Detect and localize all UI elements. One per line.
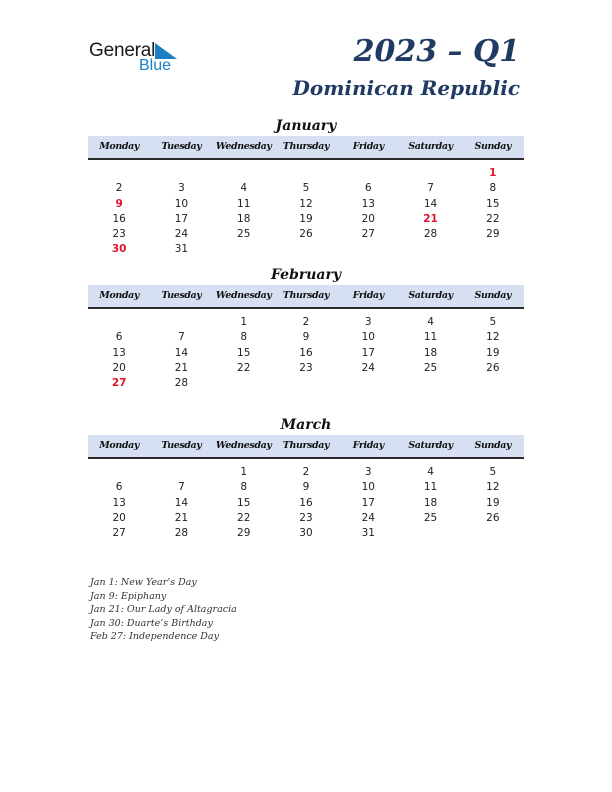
holiday-item: Jan 9: Epiphany [90, 590, 167, 602]
empty-day-cell [213, 166, 275, 181]
day-cell: 7 [427, 182, 434, 195]
empty-day-cell [462, 526, 524, 541]
month-january [88, 116, 524, 258]
day-cell: 6 [115, 481, 123, 494]
day-cell: 14 [174, 346, 189, 359]
day-cell: 3 [178, 182, 185, 195]
day-cell: 10 [174, 197, 189, 210]
weekday-label: Monday [99, 290, 139, 301]
day-cell: 10 [361, 481, 375, 494]
empty-day-cell [399, 376, 461, 391]
day-cell: 22 [237, 361, 251, 374]
month-grid [88, 160, 524, 258]
weekday-label: Saturday [408, 440, 453, 451]
day-cell: 11 [423, 331, 438, 344]
day-cell: 29 [486, 228, 500, 241]
week-row [88, 361, 524, 376]
weekday-label: Sunday [474, 440, 512, 451]
weekday-header [88, 285, 524, 309]
day-cell: 4 [240, 182, 248, 195]
day-cell: 13 [112, 346, 126, 359]
month-march [88, 415, 524, 541]
day-cell: 22 [486, 212, 500, 225]
holiday-item: Jan 21: Our Lady of Altagracia [90, 604, 237, 616]
logo-blue-text: Blue [139, 57, 172, 74]
day-cell: 6 [364, 182, 372, 195]
month-grid [88, 309, 524, 391]
empty-day-cell [462, 376, 524, 391]
week-row [88, 511, 524, 526]
day-cell: 21 [174, 511, 189, 524]
day-cell: 5 [489, 466, 497, 478]
day-cell: 12 [299, 197, 313, 210]
holiday-day-cell: 21 [423, 212, 438, 225]
day-cell: 29 [237, 527, 251, 540]
holiday-item: Jan 30: Duarte’s Birthday [90, 617, 213, 629]
month-grid [88, 459, 524, 541]
week-row [88, 465, 524, 480]
day-cell: 28 [423, 228, 438, 241]
page-title: 2023 – Q1 [353, 34, 520, 69]
weekday-header [88, 136, 524, 160]
empty-day-cell [275, 376, 337, 391]
week-row [88, 496, 524, 511]
day-cell: 25 [423, 511, 438, 524]
empty-day-cell [88, 465, 150, 480]
day-cell: 13 [361, 197, 375, 210]
day-cell: 7 [178, 331, 185, 344]
day-cell: 1 [240, 316, 248, 328]
day-cell: 27 [361, 228, 375, 241]
weekday-label: Saturday [408, 290, 453, 301]
day-cell: 14 [423, 197, 438, 210]
day-cell: 13 [112, 496, 126, 509]
day-cell: 19 [299, 212, 313, 225]
day-cell: 17 [361, 496, 375, 509]
weekday-label: Tuesday [161, 290, 202, 301]
day-cell: 9 [302, 481, 310, 494]
day-cell: 14 [174, 496, 189, 509]
day-cell: 23 [299, 361, 313, 374]
day-cell: 6 [115, 331, 123, 344]
week-row [88, 212, 524, 227]
weekday-label: Friday [352, 141, 384, 152]
weekday-label: Sunday [474, 141, 512, 152]
day-cell: 16 [112, 212, 126, 225]
empty-day-cell [337, 242, 399, 257]
day-cell: 15 [237, 496, 251, 509]
empty-day-cell [213, 242, 275, 257]
weekday-label: Monday [99, 440, 139, 451]
holiday-list [90, 576, 237, 644]
empty-day-cell [275, 166, 337, 181]
week-row [88, 227, 524, 242]
day-cell: 4 [427, 316, 434, 328]
holiday-item: Feb 27: Independence Day [90, 631, 219, 643]
day-cell: 17 [174, 212, 189, 225]
weekday-label: Tuesday [161, 141, 202, 152]
holiday-day-cell: 27 [111, 377, 127, 390]
day-cell: 15 [486, 197, 500, 210]
holiday-day-cell: 1 [489, 167, 497, 179]
empty-day-cell [462, 242, 524, 257]
day-cell: 12 [486, 481, 500, 494]
day-cell: 8 [240, 331, 248, 344]
empty-day-cell [88, 315, 150, 330]
country-name: Dominican Republic [292, 76, 520, 100]
logo [89, 40, 189, 80]
day-cell: 4 [427, 466, 434, 478]
month-title: February [270, 267, 341, 283]
day-cell: 23 [112, 228, 126, 241]
week-row [88, 330, 524, 345]
empty-day-cell [399, 526, 461, 541]
day-cell: 3 [364, 316, 372, 328]
week-row [88, 181, 524, 196]
empty-day-cell [399, 242, 461, 257]
week-row [88, 480, 524, 495]
weekday-label: Friday [352, 440, 384, 451]
empty-day-cell [399, 166, 461, 181]
empty-day-cell [88, 166, 150, 181]
weekday-label: Thursday [282, 141, 330, 152]
empty-day-cell [337, 166, 399, 181]
day-cell: 24 [361, 511, 375, 524]
weekday-label: Wednesday [215, 141, 272, 152]
weekday-label: Wednesday [215, 290, 272, 301]
holiday-item: Jan 1: New Year’s Day [90, 577, 197, 588]
weekday-label: Sunday [474, 290, 512, 301]
month-title: March [280, 417, 332, 433]
weekday-label: Saturday [408, 141, 453, 152]
day-cell: 25 [237, 228, 251, 241]
day-cell: 2 [302, 466, 310, 478]
day-cell: 19 [486, 346, 500, 359]
day-cell: 18 [423, 496, 438, 509]
day-cell: 5 [489, 316, 497, 328]
day-cell: 1 [240, 466, 248, 478]
day-cell: 11 [237, 197, 251, 210]
month-title: January [275, 118, 337, 134]
weekday-label: Friday [352, 290, 384, 301]
day-cell: 26 [299, 228, 313, 241]
day-cell: 17 [361, 346, 375, 359]
day-cell: 31 [361, 527, 375, 540]
day-cell: 10 [361, 331, 375, 344]
day-cell: 15 [237, 346, 251, 359]
empty-day-cell [275, 242, 337, 257]
weekday-label: Monday [99, 141, 139, 152]
week-row [88, 166, 524, 181]
day-cell: 19 [486, 496, 500, 509]
day-cell: 12 [486, 331, 500, 344]
day-cell: 8 [489, 182, 497, 195]
day-cell: 18 [423, 346, 438, 359]
day-cell: 18 [237, 212, 251, 225]
day-cell: 24 [361, 361, 375, 374]
day-cell: 22 [237, 511, 251, 524]
day-cell: 27 [112, 527, 126, 540]
day-cell: 20 [361, 212, 375, 225]
weekday-label: Wednesday [215, 440, 272, 451]
day-cell: 2 [302, 316, 310, 328]
weekday-label: Thursday [282, 440, 330, 451]
day-cell: 9 [302, 331, 310, 344]
day-cell: 21 [174, 361, 189, 374]
week-row [88, 376, 524, 391]
weekday-label: Tuesday [161, 440, 202, 451]
day-cell: 16 [299, 346, 313, 359]
holiday-day-cell: 9 [115, 197, 123, 210]
day-cell: 20 [112, 511, 126, 524]
day-cell: 26 [486, 511, 500, 524]
week-row [88, 526, 524, 541]
day-cell: 8 [240, 481, 248, 494]
weekday-label: Thursday [282, 290, 330, 301]
day-cell: 30 [299, 527, 313, 540]
day-cell: 26 [486, 361, 500, 374]
empty-day-cell [150, 166, 212, 181]
day-cell: 28 [174, 527, 189, 540]
logo-general-text: General [89, 40, 156, 61]
empty-day-cell [150, 315, 212, 330]
day-cell: 2 [115, 182, 123, 195]
week-row [88, 242, 524, 257]
day-cell: 24 [174, 228, 189, 241]
weekday-header [88, 435, 524, 459]
week-row [88, 346, 524, 361]
empty-day-cell [150, 465, 212, 480]
day-cell: 25 [423, 361, 438, 374]
empty-day-cell [337, 376, 399, 391]
week-row [88, 315, 524, 330]
day-cell: 20 [112, 361, 126, 374]
day-cell: 11 [423, 481, 438, 494]
day-cell: 23 [299, 511, 313, 524]
day-cell: 5 [302, 182, 310, 195]
day-cell: 31 [174, 243, 189, 256]
empty-day-cell [213, 376, 275, 391]
day-cell: 7 [178, 481, 185, 494]
day-cell: 3 [364, 466, 372, 478]
week-row [88, 197, 524, 212]
day-cell: 16 [299, 496, 313, 509]
month-february [88, 265, 524, 391]
day-cell: 28 [174, 377, 189, 390]
holiday-day-cell: 30 [111, 243, 127, 256]
